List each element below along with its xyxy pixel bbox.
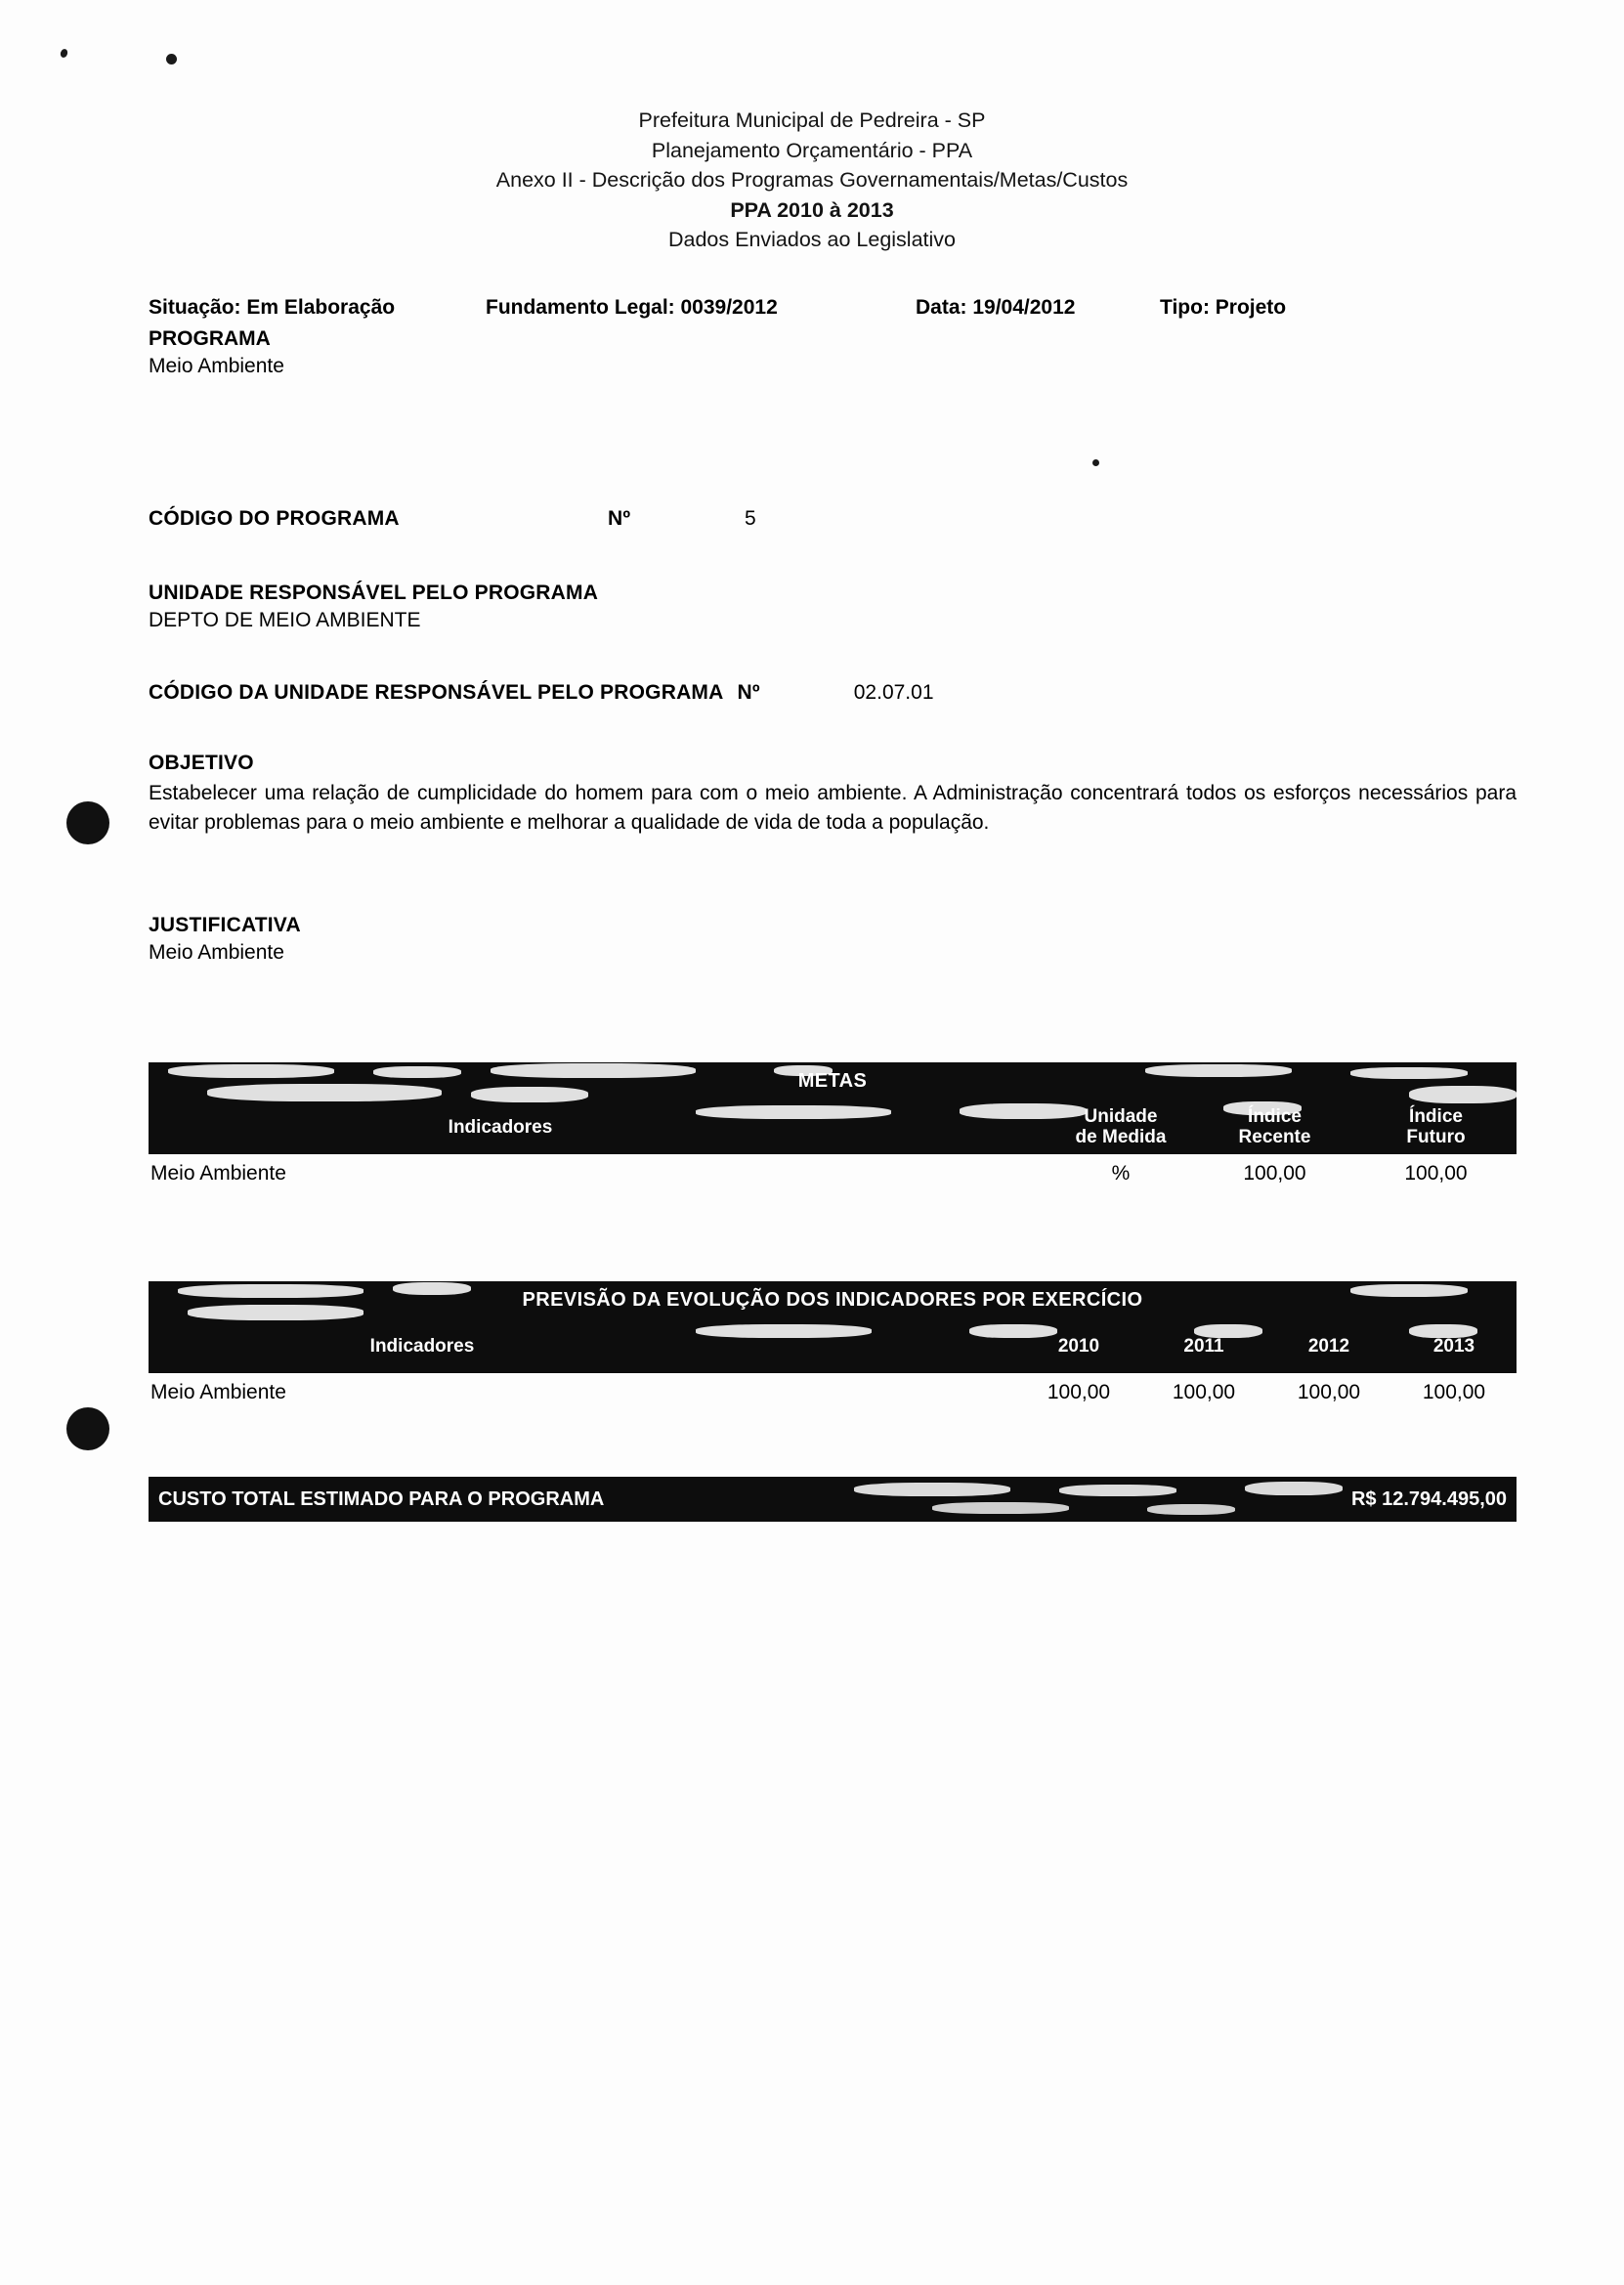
previsao-title-band — [149, 1281, 1517, 1373]
header-entity-name: Prefeitura Municipal de Pedreira - SP — [638, 108, 986, 132]
metas-col-recente-line1: Índice — [1248, 1105, 1302, 1127]
previsao-col-indicadores: Indicadores — [369, 1335, 475, 1357]
metas-col-unidade-line2: de Medida — [1075, 1127, 1167, 1148]
codigo-programa-value: 5 — [745, 506, 756, 530]
codigo-programa-numero-label: Nº — [608, 506, 631, 530]
header-annex-title: Anexo II - Descrição dos Programas Governamentais/Metas/Custos — [495, 168, 1129, 193]
unidade-responsavel-section — [0, 582, 1624, 632]
codigo-unidade-numero-label: Nº — [737, 680, 760, 704]
metas-table — [0, 1062, 1624, 1193]
metas-col-recente-line2: Recente — [1238, 1127, 1311, 1148]
meta-situacao: Situação: Em Elaboração — [149, 295, 396, 319]
metas-title: METAS — [797, 1070, 868, 1093]
metas-row-indice-recente: 100,00 — [1243, 1162, 1306, 1186]
objetivo-text: Estabelecer uma relação de cumplicidade do homem para com o meio ambiente. A Administração concentrará todos os esforços necessários para evitar problemas para o meio ambiente e melhorar a qualidade de vida de toda a população. — [149, 781, 1517, 835]
metas-col-unidade-medida — [1047, 1106, 1194, 1149]
codigo-programa-section — [0, 503, 1624, 531]
metas-col-indice-recente — [1194, 1106, 1355, 1149]
programa-value: Meio Ambiente — [149, 354, 284, 377]
metas-row-unidade-medida: % — [1111, 1162, 1131, 1186]
table-row — [149, 1154, 1517, 1193]
metas-col-futuro-line2: Futuro — [1406, 1127, 1466, 1148]
previsao-row-value-2012: 100,00 — [1297, 1381, 1361, 1404]
meta-tipo: Tipo: Projeto — [1160, 295, 1287, 319]
previsao-col-year-2013: 2013 — [1432, 1335, 1475, 1357]
previsao-col-year-2010: 2010 — [1057, 1335, 1100, 1357]
meta-data: Data: 19/04/2012 — [916, 295, 1076, 319]
previsao-table — [0, 1281, 1624, 1412]
previsao-row-value-2013: 100,00 — [1422, 1381, 1486, 1404]
codigo-programa-label: CÓDIGO DO PROGRAMA — [149, 506, 400, 530]
objetivo-label: OBJETIVO — [149, 751, 254, 774]
custo-total-label: CUSTO TOTAL ESTIMADO PARA O PROGRAMA — [150, 1488, 604, 1511]
header-status-line: Dados Enviados ao Legislativo — [667, 228, 957, 252]
header-subtitle: Planejamento Orçamentário - PPA — [651, 138, 973, 162]
meta-fundamento: Fundamento Legal: 0039/2012 — [486, 295, 778, 319]
previsao-title: PREVISÃO DA EVOLUÇÃO DOS INDICADORES POR EXERCÍCIO — [522, 1289, 1143, 1312]
codigo-unidade-section — [0, 677, 1624, 705]
objetivo-section — [0, 752, 1624, 839]
previsao-row-indicador: Meio Ambiente — [150, 1381, 286, 1404]
codigo-unidade-value: 02.07.01 — [853, 680, 934, 704]
codigo-unidade-label: CÓDIGO DA UNIDADE RESPONSÁVEL PELO PROGRAMA — [149, 680, 724, 704]
metas-row-indicador: Meio Ambiente — [150, 1162, 286, 1186]
previsao-row-value-2010: 100,00 — [1047, 1381, 1111, 1404]
metas-col-futuro-line1: Índice — [1409, 1105, 1463, 1127]
justificativa-label: JUSTIFICATIVA — [149, 914, 301, 937]
unidade-value: DEPTO DE MEIO AMBIENTE — [149, 608, 421, 631]
custo-total-section — [0, 1477, 1624, 1522]
metas-col-indice-futuro — [1355, 1106, 1517, 1149]
metadata-row — [0, 296, 1624, 320]
metas-title-band — [149, 1062, 1517, 1154]
justificativa-section — [0, 914, 1624, 965]
justificativa-text: Meio Ambiente — [149, 941, 284, 965]
unidade-label: UNIDADE RESPONSÁVEL PELO PROGRAMA — [149, 581, 599, 604]
programa-label: PROGRAMA — [149, 326, 271, 350]
previsao-row-value-2011: 100,00 — [1172, 1381, 1236, 1404]
previsao-col-year-2012: 2012 — [1307, 1335, 1350, 1357]
previsao-header-row — [149, 1318, 1517, 1373]
metas-col-indicadores: Indicadores — [448, 1116, 553, 1138]
table-row — [149, 1373, 1517, 1412]
metas-col-unidade-line1: Unidade — [1084, 1105, 1158, 1127]
document-header — [0, 106, 1624, 255]
metas-header-row — [149, 1099, 1517, 1154]
header-period: PPA 2010 à 2013 — [730, 197, 894, 222]
custo-total-bar — [149, 1477, 1517, 1522]
previsao-col-year-2011: 2011 — [1183, 1335, 1224, 1357]
metas-row-indice-futuro: 100,00 — [1404, 1162, 1468, 1186]
custo-total-value: R$ 12.794.495,00 — [1350, 1487, 1507, 1510]
